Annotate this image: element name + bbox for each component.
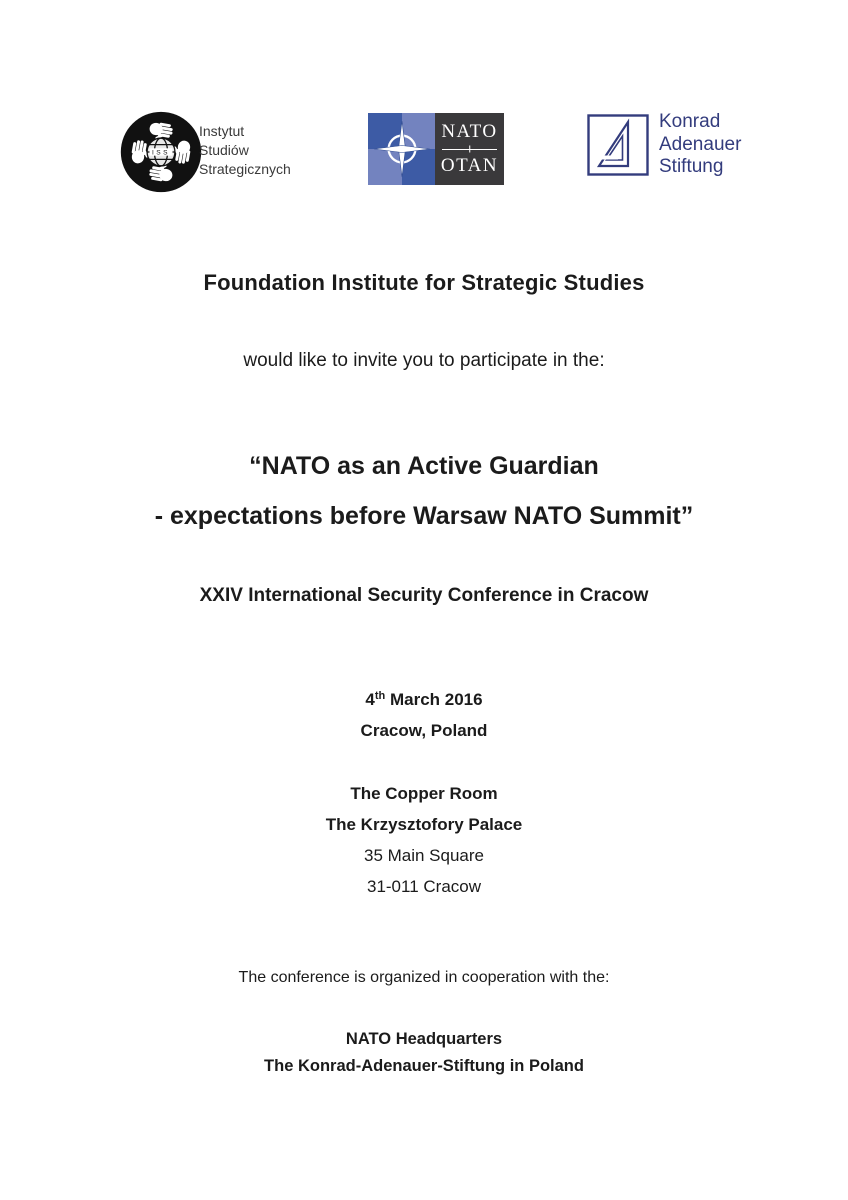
kas-name-line-1: Konrad xyxy=(659,111,721,132)
conference-location: Cracow, Poland xyxy=(360,721,488,740)
date-ordinal: th xyxy=(374,690,386,702)
otan-wordmark: OTAN xyxy=(440,155,499,176)
iss-acronym: ISS xyxy=(152,149,170,157)
kas-foundation-logo-icon xyxy=(587,114,649,176)
conference-title-line-2: - expectations before Warsaw NATO Summit” xyxy=(154,502,694,530)
date-month-year: March 2016 xyxy=(385,690,483,709)
venue-postal-city: 31-011 Cracow xyxy=(366,877,482,896)
conference-subtitle: XXIV International Security Conference in Cracow xyxy=(199,585,649,606)
nato-otan-logo-icon xyxy=(368,113,504,185)
venue-street-address: 35 Main Square xyxy=(363,846,485,865)
kas-name-line-3: Stiftung xyxy=(659,156,724,177)
organizer-heading: Foundation Institute for Strategic Studies xyxy=(203,270,645,295)
date-day: 4 xyxy=(365,690,375,709)
nato-compass-panel xyxy=(368,113,435,185)
kas-foundation-name xyxy=(659,111,741,179)
conference-date xyxy=(0,690,848,710)
nato-cross-icon xyxy=(469,146,471,153)
invitation-line: would like to invite you to participate in the: xyxy=(243,350,605,371)
iss-logo-graphic xyxy=(120,111,202,193)
partner-kas-poland: The Konrad-Adenauer-Stiftung in Poland xyxy=(264,1057,584,1075)
iss-institute-logo-icon xyxy=(120,111,202,193)
iss-name-line-3: Strategicznych xyxy=(199,161,291,177)
nato-wordmark-panel xyxy=(435,113,504,185)
nato-wordmark: NATO xyxy=(441,121,498,142)
kas-name-line-2: Adenauer xyxy=(659,133,742,155)
conference-title-line-1: “NATO as an Active Guardian xyxy=(249,452,599,480)
venue-building: The Krzysztofory Palace xyxy=(325,815,523,834)
kas-logo-graphic xyxy=(587,114,649,176)
cooperation-line: The conference is organized in cooperation with the: xyxy=(238,969,610,986)
iss-name-line-1: Instytut xyxy=(199,123,245,139)
partner-nato-headquarters: NATO Headquarters xyxy=(345,1030,503,1048)
iss-institute-name xyxy=(199,122,291,179)
nato-compass-rose-icon xyxy=(373,120,431,178)
venue-room: The Copper Room xyxy=(350,784,498,803)
logo-row xyxy=(0,0,848,230)
iss-name-line-2: Studiów xyxy=(199,142,249,158)
